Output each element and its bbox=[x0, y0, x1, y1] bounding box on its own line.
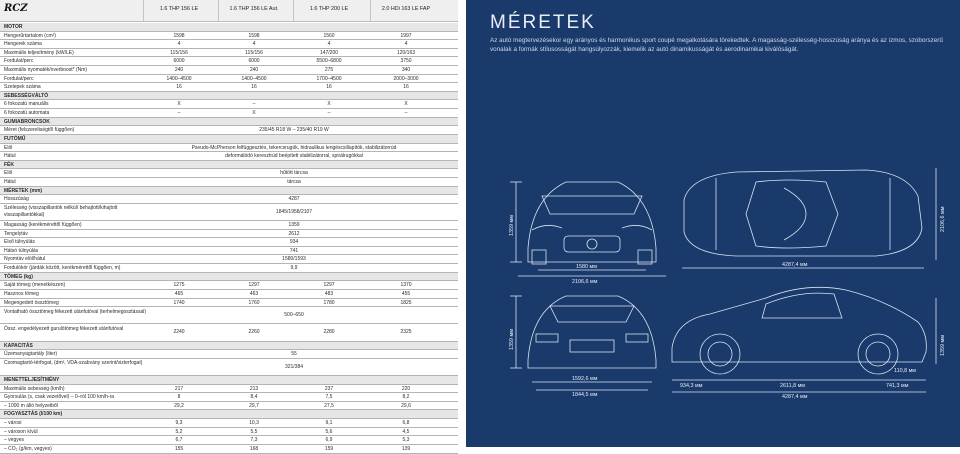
column-divider bbox=[370, 0, 371, 22]
spec-value: 240 bbox=[174, 67, 184, 74]
spec-label: Maximális sebesség (km/h) bbox=[4, 385, 65, 392]
rear-width-dim: 1844,5 мм bbox=[572, 392, 598, 398]
spec-value: 10,3 bbox=[249, 420, 259, 427]
spec-label: Össz. engedélyezett gurulótömeg fékezett utánfutóval bbox=[4, 325, 124, 332]
spec-value: 1297 bbox=[323, 282, 335, 289]
spec-value: 139 bbox=[401, 445, 411, 452]
spec-value: X bbox=[252, 110, 256, 117]
spec-value: 155 bbox=[174, 445, 184, 452]
spec-value: 1400–4500 bbox=[241, 75, 267, 82]
spec-value: 463 bbox=[249, 290, 259, 297]
spec-row bbox=[0, 32, 458, 41]
spec-label: Megengedett össztömeg bbox=[4, 299, 59, 306]
spec-row bbox=[0, 350, 458, 359]
spec-value: 9,3 bbox=[175, 420, 183, 427]
side-view-drawing bbox=[672, 287, 936, 392]
spec-value-merged: Pseudo-McPherson felfüggesztés, tekercsrugók, hidraulikus lengéscsillapítók, stabilizátorrúd bbox=[191, 144, 397, 151]
rear-overhang-dim: 741,3 мм bbox=[886, 383, 909, 389]
brand-logo: RCZ bbox=[4, 3, 28, 14]
spec-label: 6 fokozatú manuális bbox=[4, 101, 49, 108]
spec-value: 16 bbox=[326, 84, 332, 91]
spec-row bbox=[0, 428, 458, 437]
spec-label: Saját tömeg (menetkészen) bbox=[4, 282, 66, 289]
panel-title: MÉRETEK bbox=[490, 12, 596, 33]
spec-label: Hasznos tömeg bbox=[4, 290, 39, 297]
section-title: FUTÓMŰ bbox=[4, 135, 26, 142]
spec-value: 6000 bbox=[173, 58, 185, 65]
spec-value: 483 bbox=[324, 290, 334, 297]
spec-value: 1740 bbox=[173, 299, 185, 306]
spec-value: 7,3 bbox=[250, 437, 258, 444]
spec-label: Hátul bbox=[4, 153, 16, 160]
side-length-dim: 4287,4 мм bbox=[782, 394, 808, 400]
top-length-dim: 4287,4 мм bbox=[782, 262, 808, 268]
spec-value: 168 bbox=[249, 445, 259, 452]
spec-value: 159 bbox=[324, 445, 334, 452]
spec-label: Hátul bbox=[4, 178, 16, 185]
spec-value: 2280 bbox=[323, 329, 335, 336]
spec-label: – városi bbox=[4, 420, 22, 427]
spec-value: 6,8 bbox=[402, 420, 410, 427]
spec-label: Csomagtartó-térfogat, (dm³, VDA-szabvány szerint/vizterfogat) bbox=[4, 360, 143, 367]
spec-value: 6,9 bbox=[325, 437, 333, 444]
spec-table-panel bbox=[0, 0, 458, 452]
section-title: SEBESSÉGVÁLTÓ bbox=[4, 92, 49, 99]
spec-label: Fordulat/perc bbox=[4, 75, 34, 82]
section-header bbox=[0, 376, 458, 385]
spec-value: 6,7 bbox=[175, 437, 183, 444]
spec-value: 1598 bbox=[173, 32, 185, 39]
blueprint-drawings bbox=[466, 0, 960, 447]
spec-label: Üzemanyagtartály (liter) bbox=[4, 351, 58, 358]
spec-value: 1560 bbox=[323, 32, 335, 39]
spec-label: Hengerek száma bbox=[4, 41, 42, 48]
spec-value-merged: 4287 bbox=[288, 196, 300, 203]
spec-value: 9,1 bbox=[325, 420, 333, 427]
spec-value: 27,5 bbox=[324, 402, 334, 409]
spec-value: 16 bbox=[251, 84, 257, 91]
spec-value: 16 bbox=[403, 84, 409, 91]
spec-row bbox=[0, 152, 458, 161]
spec-value: 5,6 bbox=[325, 428, 333, 435]
dimensions-panel bbox=[466, 0, 960, 447]
section-title: FOGYASZTÁS (l/100 km) bbox=[4, 411, 63, 418]
spec-value: 2260 bbox=[248, 329, 260, 336]
spec-label: Maximális nyomaték/overboost* (Nm) bbox=[4, 67, 88, 74]
spec-row bbox=[0, 204, 458, 221]
spec-value: – bbox=[177, 110, 181, 117]
spec-value: 237 bbox=[324, 385, 334, 392]
section-title: TÖMEG (kg) bbox=[4, 273, 33, 280]
front-overhang-dim: 934,3 мм bbox=[680, 383, 703, 389]
spec-row bbox=[0, 195, 458, 204]
spec-value: X bbox=[327, 101, 331, 108]
spec-value: – bbox=[327, 110, 331, 117]
spec-row bbox=[0, 385, 458, 394]
spec-row bbox=[0, 221, 458, 230]
column-header: 1.6 THP 200 LE bbox=[309, 6, 349, 12]
rear-track-dim: 1592,6 мм bbox=[572, 376, 598, 382]
section-title: KAPACITÁS bbox=[4, 342, 33, 349]
table-header bbox=[0, 0, 458, 22]
section-title: FÉK bbox=[4, 161, 14, 168]
column-divider bbox=[143, 0, 144, 22]
spec-value: 115/156 bbox=[170, 49, 188, 56]
spec-value: 147/200 bbox=[319, 49, 339, 56]
spec-value: 1997 bbox=[400, 32, 412, 39]
spec-label: Tengelytáv bbox=[4, 230, 28, 237]
spec-row bbox=[0, 100, 458, 109]
spec-value: 29,6 bbox=[401, 402, 411, 409]
spec-label: Vontatható össztömeg fékezett utánfutóval (terhelmegosztással) bbox=[4, 308, 147, 315]
spec-value: 217 bbox=[174, 385, 184, 392]
spec-row bbox=[0, 40, 458, 49]
section-header bbox=[0, 273, 458, 282]
spec-label: Maximális teljesítmény (kW/LE) bbox=[4, 49, 74, 56]
column-divider bbox=[218, 0, 219, 22]
spec-label: Magasság (kerékmérettől függően) bbox=[4, 222, 82, 229]
spec-value: – bbox=[404, 110, 408, 117]
section-header bbox=[0, 161, 458, 170]
spec-value-merged: deformálódó keresztrúd beépített stabilizátorral, spirálrugókkal bbox=[225, 153, 363, 160]
spec-label: Fordulat/perc bbox=[4, 58, 34, 65]
spec-value: 29,7 bbox=[249, 402, 259, 409]
spec-row bbox=[0, 247, 458, 256]
spec-value-merged: 1845/1958/2107 bbox=[275, 208, 313, 215]
spec-row bbox=[0, 299, 458, 308]
spec-value: 240 bbox=[249, 67, 259, 74]
spec-row bbox=[0, 281, 458, 290]
column-divider bbox=[293, 0, 294, 22]
column-header: 1.6 THP 156 LE bbox=[159, 6, 199, 12]
spec-value: 115/156 bbox=[245, 49, 263, 56]
spec-value: 1780 bbox=[323, 299, 335, 306]
spec-value: – bbox=[252, 101, 256, 108]
spec-value: 1275 bbox=[173, 282, 185, 289]
spec-row bbox=[0, 436, 458, 445]
spec-value: 2000–3000 bbox=[393, 75, 419, 82]
spec-label: 6 fokozatú automata bbox=[4, 110, 50, 117]
spec-value: 7,5 bbox=[325, 394, 333, 401]
spec-row bbox=[0, 109, 458, 118]
spec-row bbox=[0, 402, 458, 411]
spec-value-merged: 55 bbox=[291, 351, 297, 358]
spec-value-merged: 500–650 bbox=[284, 312, 304, 319]
side-height-dim: 1359 мм bbox=[940, 335, 946, 356]
spec-value: 5500–6800 bbox=[316, 58, 342, 65]
spec-label: Szelepek száma bbox=[4, 84, 41, 91]
spec-value: 8,4 bbox=[250, 394, 258, 401]
spec-value: 2325 bbox=[400, 329, 412, 336]
spec-row bbox=[0, 264, 458, 273]
spec-label: Gyorsulás (s, csak vezetővel) – 0–ról 100 km/h-ra bbox=[4, 394, 115, 401]
spec-value: 8 bbox=[177, 394, 181, 401]
spec-value: 1370 bbox=[400, 282, 412, 289]
spec-value-merged: 2612 bbox=[288, 230, 300, 237]
section-header bbox=[0, 187, 458, 196]
spec-value: 2240 bbox=[173, 329, 185, 336]
spec-value: 1700–4500 bbox=[316, 75, 342, 82]
spec-value-merged: 9,9 bbox=[290, 265, 298, 272]
spec-label: – CO₂ (g/km, vegyes) bbox=[4, 445, 52, 452]
spec-value: 4,5 bbox=[402, 428, 410, 435]
spec-label: Hosszúság bbox=[4, 196, 29, 203]
spec-value: 1297 bbox=[248, 282, 260, 289]
spec-row bbox=[0, 126, 458, 135]
spec-row bbox=[0, 169, 458, 178]
spec-value: 213 bbox=[249, 385, 259, 392]
spec-label: Elöl bbox=[4, 144, 13, 151]
front-height-dim: 1359 мм bbox=[509, 215, 515, 236]
column-header: 1.6 THP 156 LE Aut. bbox=[229, 6, 279, 12]
spec-value: 1400–4500 bbox=[166, 75, 192, 82]
section-header bbox=[0, 410, 458, 419]
ground-clearance-dim: 110,8 мм bbox=[894, 368, 916, 374]
spec-value: 120/163 bbox=[396, 49, 416, 56]
section-title: MÉRETEK (mm) bbox=[4, 187, 43, 194]
spec-value: 29,2 bbox=[174, 402, 184, 409]
spec-value: 4 bbox=[404, 41, 408, 48]
section-header bbox=[0, 135, 458, 144]
spec-row bbox=[0, 83, 458, 92]
spec-value-merged: tárcsa bbox=[287, 178, 301, 185]
section-title: GUMIABRONCSOK bbox=[4, 118, 50, 125]
spec-row bbox=[0, 230, 458, 239]
spec-value: 340 bbox=[401, 67, 411, 74]
section-header bbox=[0, 92, 458, 101]
spec-value: 4 bbox=[252, 41, 256, 48]
spec-row bbox=[0, 178, 458, 187]
spec-value: 3750 bbox=[400, 58, 412, 65]
spec-value-merged: 1359 bbox=[288, 222, 300, 229]
spec-row bbox=[0, 290, 458, 299]
front-view-drawing bbox=[510, 182, 666, 276]
section-title: MOTOR bbox=[4, 24, 23, 30]
spec-label: – 1000 m álló helyzetből bbox=[4, 402, 58, 409]
spec-row bbox=[0, 359, 458, 376]
spec-rows bbox=[0, 23, 458, 454]
spec-value: 4 bbox=[177, 41, 181, 48]
spec-value: 1825 bbox=[400, 299, 412, 306]
spec-row bbox=[0, 255, 458, 264]
spec-value-merged: 934 bbox=[289, 239, 299, 246]
spec-value: 1598 bbox=[248, 32, 260, 39]
spec-value: 8,2 bbox=[402, 394, 410, 401]
spec-row bbox=[0, 144, 458, 153]
spec-row bbox=[0, 307, 458, 324]
spec-row bbox=[0, 57, 458, 66]
spec-value: 5,2 bbox=[175, 428, 183, 435]
spec-value: 5,3 bbox=[402, 437, 410, 444]
top-view-drawing bbox=[682, 168, 936, 268]
spec-row bbox=[0, 49, 458, 58]
spec-value: 465 bbox=[174, 290, 184, 297]
spec-row bbox=[0, 445, 458, 454]
spec-label: Fordulókör (járdák között, kerékmérettől függően, m) bbox=[4, 265, 121, 272]
spec-value-merged: 235/45 R18 W – 235/40 R19 W bbox=[259, 127, 329, 134]
column-header: 2.0 HDi 163 LE FAP bbox=[381, 6, 431, 12]
section-header bbox=[0, 23, 458, 32]
rear-height-dim: 1359 мм bbox=[509, 329, 515, 350]
spec-label: Nyomtáv elöl/hátul bbox=[4, 256, 46, 263]
spec-value: 220 bbox=[401, 385, 411, 392]
spec-label: Hengerűrtartalom (cm³) bbox=[4, 32, 56, 39]
spec-value: 1760 bbox=[248, 299, 260, 306]
spec-row bbox=[0, 66, 458, 75]
spec-value-merged: 321/384 bbox=[284, 363, 304, 370]
spec-value: 455 bbox=[401, 290, 411, 297]
spec-value-merged: hűtött tárcsa bbox=[280, 170, 308, 177]
spec-value: 5,5 bbox=[250, 428, 258, 435]
wheelbase-dim: 2611,8 мм bbox=[780, 383, 805, 389]
spec-row bbox=[0, 419, 458, 428]
spec-label: Első túlnyúlás bbox=[4, 239, 35, 246]
spec-label: Méret (felszereltségtől függően) bbox=[4, 127, 75, 134]
spec-row bbox=[0, 75, 458, 84]
spec-value: X bbox=[177, 101, 181, 108]
spec-value: X bbox=[404, 101, 408, 108]
spec-value: 4 bbox=[327, 41, 331, 48]
front-track-dim: 1580 мм bbox=[576, 264, 597, 270]
top-width-dim: 2106,6 мм bbox=[940, 206, 946, 232]
spec-row bbox=[0, 238, 458, 247]
spec-row bbox=[0, 324, 458, 341]
section-header bbox=[0, 118, 458, 127]
spec-label: Szélesség (visszapillantók nélkül/ behajtott/kihajtott visszapillantókkal) bbox=[4, 205, 118, 218]
spec-value: 275 bbox=[324, 67, 334, 74]
spec-label: – városon kívül bbox=[4, 428, 38, 435]
spec-value-merged: 741 bbox=[289, 247, 299, 254]
spec-value: 16 bbox=[176, 84, 182, 91]
section-title: MENETTELJESÍTMÉNY bbox=[4, 377, 60, 384]
spec-label: Hátsó túlnyúlás bbox=[4, 247, 39, 254]
front-width-dim: 2106,6 мм bbox=[572, 279, 598, 285]
spec-value-merged: 1580/1593 bbox=[282, 256, 306, 263]
spec-row bbox=[0, 393, 458, 402]
spec-label: – vegyes bbox=[4, 437, 25, 444]
spec-label: Elöl bbox=[4, 170, 13, 177]
panel-description: Az autó megtervezésekor egy arányos és harmonikus sport coupé megalkotására törekedtek. A magasság-szélesség-hosszúság aránya és az izmos, szoborszerű vonalak a formák stílusosságát hangsúlyozzák, kiemelik az autó dinamikusságát és aerodinamikai kiválóságát. bbox=[490, 37, 943, 53]
section-header bbox=[0, 342, 458, 351]
spec-value: 6000 bbox=[248, 58, 260, 65]
